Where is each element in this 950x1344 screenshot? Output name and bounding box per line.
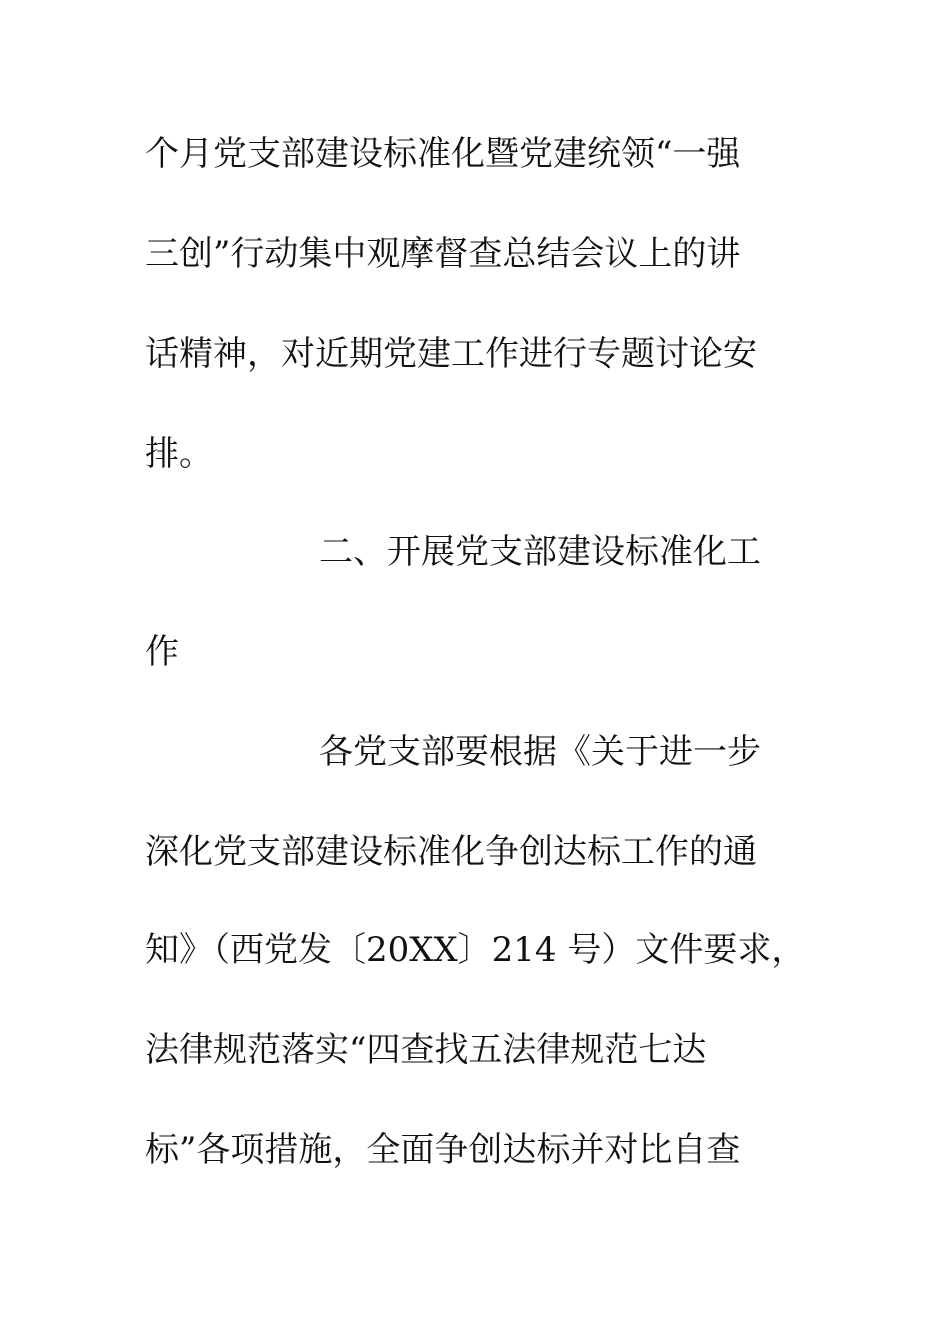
section-heading-line-2: 作 [145,632,179,672]
paragraph2-line-1: 各党支部要根据《关于进一步 [319,732,761,772]
paragraph2-line-2: 深化党支部建设标准化争创达标工作的通 [145,832,757,872]
paragraph-line-2: 三创”行动集中观摩督查总结会议上的讲 [145,234,741,274]
paragraph-line-3: 话精神，对近期党建工作进行专题讨论安 [145,334,757,374]
paragraph-line-4: 排。 [145,434,213,474]
paragraph2-line-3: 知》（西党发〔20XX〕214 号）文件要求， [145,930,806,970]
paragraph2-line-5: 标”各项措施，全面争创达标并对比自查 [145,1130,741,1170]
paragraph2-line-4: 法律规范落实“四查找五法律规范七达 [145,1030,707,1070]
section-heading-line-1: 二、开展党支部建设标准化工 [319,532,761,572]
paragraph-line-1: 个月党支部建设标准化暨党建统领“一强 [145,134,741,174]
